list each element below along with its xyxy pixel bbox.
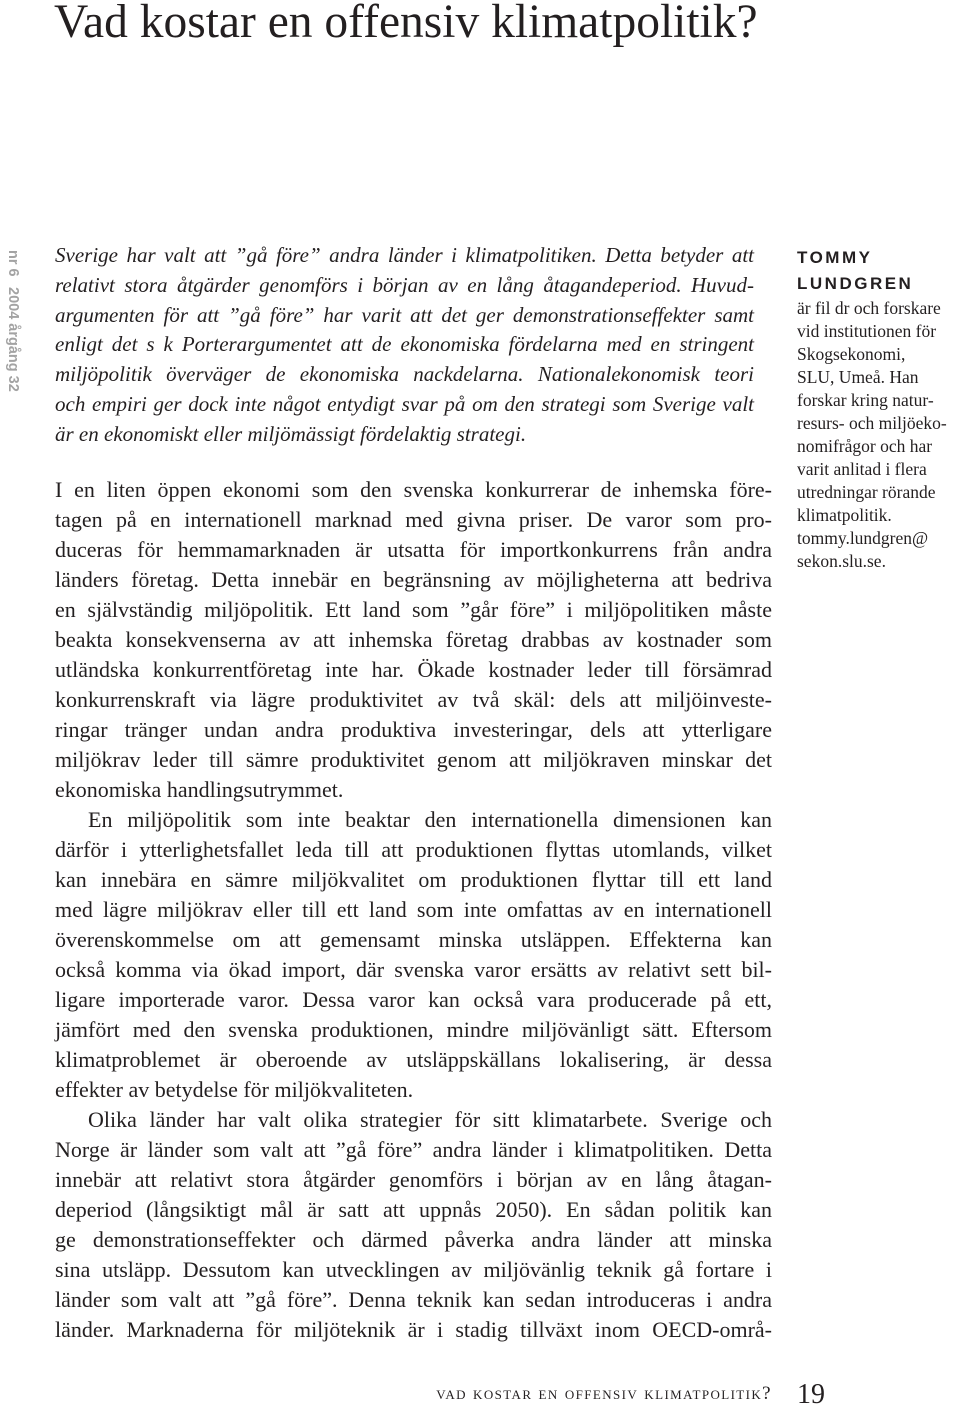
year-volume: 2004 årgång 32 xyxy=(5,286,21,392)
page-number: 19 xyxy=(797,1379,825,1410)
body-line: länder som valt att ”gå före”. Denna teknik kan sedan introduceras i andra xyxy=(55,1287,772,1312)
paragraph xyxy=(55,475,772,805)
body-line: kan innebära en sämre miljökvalitet om produktionen flyttar till ett land xyxy=(55,867,772,892)
body-line: deperiod (långsiktigt mål är satt att uppnås 2050). En sådan politik kan xyxy=(55,1197,772,1222)
issue-number: nr 6 xyxy=(5,250,21,277)
body-line: konkurrenskraft via lägre produktivitet av två skäl: dels att miljöinveste- xyxy=(55,687,772,712)
author-bio xyxy=(797,297,957,573)
article-title: Vad kostar en offensiv klimatpolitik? xyxy=(54,0,758,48)
author-email-line: sekon.slu.se. xyxy=(797,551,886,571)
author-bio-line: nomifrågor och har xyxy=(797,436,933,456)
body-line: effekter av betydelse för miljökvaliteten. xyxy=(55,1077,414,1102)
running-footer-title: vad kostar en offensiv klimatpolitik? xyxy=(436,1383,772,1404)
body-line: duceras för hemmamarknaden är utsatta för importkonkurrens från andra xyxy=(55,537,772,562)
body-line: utländska konkurrentföretag inte har. Ökade kostnader leder till försämrad xyxy=(55,657,772,682)
author-bio-line: vid institutionen för xyxy=(797,321,937,341)
author-bio-line: utredningar rörande xyxy=(797,482,936,502)
body-line: också komma via ökad import, där svenska varor ersätts av relativt sett bil- xyxy=(55,957,772,982)
intro-line: argumenten för att ”gå före” har varit att det ger demonstrationseffekter samt xyxy=(55,302,754,327)
body-line: beakta konsekvenserna av att inhemska företag drabbas av kostnader som xyxy=(55,627,772,652)
body-line: Olika länder har valt olika strategier för sitt klimatarbete. Sverige och xyxy=(88,1107,772,1132)
author-bio-line: är fil dr och forskare xyxy=(797,298,941,318)
body-line: sina utsläpp. Dessutom kan utvecklingen av miljövänlig teknik gå fortare i xyxy=(55,1257,772,1282)
intro-line: Sverige har valt att ”gå före” andra länder i klimatpolitiken. Detta betyder att xyxy=(55,243,754,267)
author-name xyxy=(797,245,957,297)
issue-spine-text xyxy=(3,250,23,391)
body-line: jämfört med den svenska produktionen, mindre miljövänligt sätt. Eftersom xyxy=(55,1017,772,1042)
author-bio-line: SLU, Umeå. Han xyxy=(797,367,919,387)
body-line: En miljöpolitik som inte beaktar den internationella dimensionen kan xyxy=(88,807,772,832)
author-bio-line: resurs- och miljöeko- xyxy=(797,413,947,433)
body-line: tagen på en internationell marknad med givna priser. De varor som pro- xyxy=(55,507,772,532)
paragraph xyxy=(55,805,772,1105)
body-line: I en liten öppen ekonomi som den svenska konkurrerar de inhemska före- xyxy=(55,477,772,502)
body-line: länder. Marknaderna för miljöteknik är i stadig tillväxt inom OECD-områ- xyxy=(55,1317,772,1342)
article-body xyxy=(55,475,772,1345)
intro-line: och empiri ger dock inte något entydigt svar på om den strategi som Sverige valt xyxy=(55,391,754,416)
paragraph xyxy=(55,1105,772,1345)
intro-line: är en ekonomiskt eller miljömässigt fördelaktig strategi. xyxy=(55,421,527,446)
body-line: innebär att relativt stora åtgärder genomförs i början av en lång åtagan- xyxy=(55,1167,772,1192)
body-line: ge demonstrationseffekter och därmed påverka andra länder att minska xyxy=(55,1227,772,1252)
author-bio-line: Skogsekonomi, xyxy=(797,344,906,364)
author-last-name: LUNDGREN xyxy=(797,274,914,293)
body-line: därför i ytterlighetsfallet leda till att produktionen flyttas utomlands, vilket xyxy=(55,837,772,862)
author-bio-line: forskar kring natur- xyxy=(797,390,934,410)
body-line: länders företag. Detta innebär en begränsning av möjligheterna att bedriva xyxy=(55,567,772,592)
body-line: ligare importerade varor. Dessa varor kan också vara producerade på ett, xyxy=(55,987,772,1012)
body-line: ringar tränger undan andra produktiva investeringar, dels att ytterligare xyxy=(55,717,772,742)
author-first-name: TOMMY xyxy=(797,248,873,267)
body-line: ekonomiska handlingsutrymmet. xyxy=(55,777,344,802)
intro-line: miljöpolitik överväger de ekonomiska nackdelarna. Nationalekonomisk teori xyxy=(55,362,754,387)
body-line: överenskommelse om att gemensamt minska utsläppen. Effekterna kan xyxy=(55,927,772,952)
author-bio-line: varit anlitad i flera xyxy=(797,459,927,479)
body-line: med lägre miljökrav eller till ett land som inte omfattas av en internationell xyxy=(55,897,772,922)
intro-line: enligt det s k Porterargumentet att de ekonomiska fördelarna med en stringent xyxy=(55,332,754,357)
author-box xyxy=(797,245,957,573)
intro-lede xyxy=(55,241,754,450)
body-line: miljökrav leder till sämre produktivitet genom att miljökraven minskar det xyxy=(55,747,772,772)
author-email-line: tommy.lundgren@ xyxy=(797,528,929,548)
body-line: en självständig miljöpolitik. Ett land som ”går före” i miljöpolitiken måste xyxy=(55,597,772,622)
author-bio-line: klimatpolitik. xyxy=(797,505,892,525)
intro-line: relativt stora åtgärder genomförs i början av en lång åtagandeperiod. Huvud- xyxy=(55,272,754,297)
body-line: Norge är länder som valt att ”gå före” andra länder i klimatpolitiken. Detta xyxy=(55,1137,772,1162)
body-line: klimatproblemet är oberoende av utsläppskällans lokalisering, är dessa xyxy=(55,1047,772,1072)
